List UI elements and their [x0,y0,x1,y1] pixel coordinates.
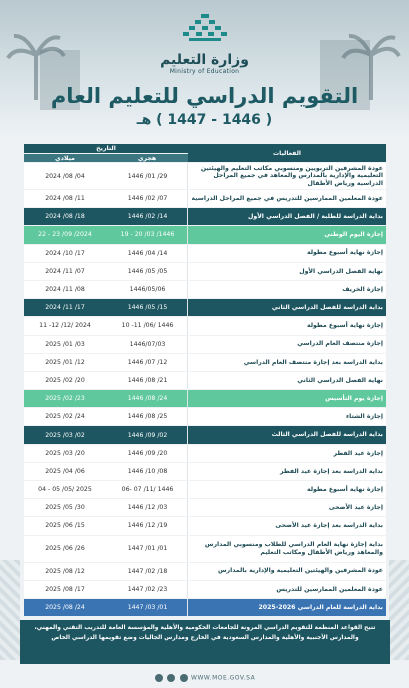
event-cell: عودة المشرفين التربويين ومنسوبي مكاتب التعليم والهيئتين التعليمية والإدارية بالمدارس والمعاهد في جميع المراحل الدراسية ورياض الأطفال [188,163,386,189]
event-cell: بداية الدراسة بعد إجازة عيد الأضحى [188,517,386,534]
calendar-table [24,143,386,617]
hijri-date-cell: 1447 /03 /01 [106,599,188,616]
table-row [24,463,386,480]
table-row [24,599,386,616]
hijri-date-cell: 1446 /09 /02 [106,426,188,443]
table-row [24,354,386,371]
hijri-date-cell: 1446 /12 /19 [106,517,188,534]
gregorian-column-header: ميلادي [24,154,106,162]
gregorian-date-cell: 04 - 05 /05/ 2025 [24,481,106,498]
event-cell: نهاية الفصل الدراسي الأول [188,263,386,280]
event-cell: إجازة اليوم الوطني [188,226,386,243]
event-cell: نهاية الفصل الدراسي الثاني [188,372,386,389]
table-row [24,281,386,298]
hijri-column-header: هجري [106,154,188,162]
logo-english-text: Ministry of Education [169,68,240,75]
event-cell: بداية الدراسة للفصل الدراسي الثاني [188,299,386,316]
ministry-logo-icon [175,12,235,46]
gregorian-date-cell: 2024 /08 /11 [24,190,106,207]
hijri-date-cell: 1446/07/03 [106,336,188,353]
hijri-date-cell: 1446 /07 /12 [106,354,188,371]
gregorian-date-cell: 2025 /05 /30 [24,499,106,516]
table-row [24,190,386,207]
table-row [24,517,386,534]
table-row [24,245,386,262]
gregorian-date-cell: 2025 /04 /06 [24,463,106,480]
hijri-date-cell: 1446 /02 /07 [106,190,188,207]
social-icon [155,674,163,682]
gregorian-date-cell: 2025 /02 /24 [24,408,106,425]
event-cell: عودة المعلمين الممارسين للتدريس [188,581,386,598]
gregorian-date-cell: 2025 /08 /12 [24,563,106,580]
page-subtitle: ( 1446 - 1447 ) هـ [136,112,273,128]
footer [0,674,409,682]
hijri-date-cell: 1446 /12 /03 [106,499,188,516]
table-row [24,445,386,462]
gregorian-date-cell: 2025 /02 /23 [24,390,106,407]
hijri-date-cell: 1446 /04 /14 [106,245,188,262]
gregorian-date-cell: 2024 /10 /17 [24,245,106,262]
table-row [24,481,386,498]
table-row [24,581,386,598]
event-cell: إجازة نهاية أسبوع مطولة [188,481,386,498]
hijri-date-cell: 10 -11 /06/ 1446 [106,317,188,334]
gregorian-date-cell: 2025 /08 /24 [24,599,106,616]
hijri-date-cell: 1446 /08 /25 [106,408,188,425]
event-cell: إجازة نهاية أسبوع مطولة [188,245,386,262]
ministry-logo [0,12,409,75]
hijri-date-cell: 1446 /01 /29 [106,163,188,189]
table-row [24,263,386,280]
gregorian-date-cell: 2024 /08 /04 [24,163,106,189]
event-cell: عودة المعلمين الممارسين للتدريس في جميع المراحل الدراسية [188,190,386,207]
table-row [24,390,386,407]
table-row [24,299,386,316]
hijri-date-cell: 1447 /02 /18 [106,563,188,580]
event-cell: عودة المشرفين والهيئتين التعليمية والإدارية بالمدارس [188,563,386,580]
gregorian-date-cell: 2025 /03 /20 [24,445,106,462]
event-cell: بداية الدراسة للعام الدراسي 2026-2025 [188,599,386,616]
event-cell: إجازة عيد الفطر [188,445,386,462]
date-column-header: التاريخ [24,144,188,153]
event-cell: بداية الدراسة للفصل الدراسي الثالث [188,426,386,443]
decorative-pattern [389,560,409,660]
event-cell: إجازة يوم التأسيس [188,390,386,407]
event-cell: إجازة نهاية أسبوع مطولة [188,317,386,334]
gregorian-date-cell: 2025 /03 /02 [24,426,106,443]
event-cell: إجازة منتصف العام الدراسي [188,336,386,353]
gregorian-date-cell: 2025 /08 /17 [24,581,106,598]
table-row [24,372,386,389]
logo-arabic-text: وزارة التعليم [160,52,249,68]
calendar-body [24,163,386,616]
hijri-date-cell: 1446 /02 /14 [106,208,188,225]
event-cell: بداية الدراسة للطلبة / الفصل الدراسي الأول [188,208,386,225]
event-cell: بداية الدراسة بعد إجازة منتصف العام الدراسي [188,354,386,371]
event-cell: إجازة الشتاء [188,408,386,425]
hijri-date-cell: 19 - 20 /03 /1446 [106,226,188,243]
hijri-date-cell: 1446 /05 /05 [106,263,188,280]
event-cell: إجازة الخريف [188,281,386,298]
hijri-date-cell: 1446 /08 /24 [106,390,188,407]
social-icon [167,674,175,682]
gregorian-date-cell: 2024 /08 /18 [24,208,106,225]
gregorian-date-cell: 11 -12 /12/ 2024 [24,317,106,334]
gregorian-date-cell: 2025 /06 /26 [24,536,106,562]
decorative-pattern [0,560,20,660]
hijri-date-cell: 06- 07 /11/ 1446 [106,481,188,498]
hijri-date-cell: 1446/05/06 [106,281,188,298]
gregorian-date-cell: 2025 /06 /15 [24,517,106,534]
event-cell: بداية الدراسة بعد إجازة عيد الفطر [188,463,386,480]
table-row [24,336,386,353]
hijri-date-cell: 1446 /09 /20 [106,445,188,462]
table-row [24,499,386,516]
hijri-date-cell: 1446 /10 /08 [106,463,188,480]
table-row [24,426,386,443]
gregorian-date-cell: 2025 /01 /12 [24,354,106,371]
footnote-banner: تتيح القواعد المنظمة للتقويم الدراسي المرونة للجامعات الحكومية والأهلية والمؤسسة العامة للتدريب التقني والمهني، والمدارس الأجنبية والأهلية والمدارس السعودية في الخارج ومدارس الجاليات وضع تقويمها الدراسي الخاص [20,620,390,664]
website-link[interactable]: WWW.MOE.GOV.SA [191,674,256,682]
table-row [24,563,386,580]
table-row [24,226,386,243]
social-icon [180,674,188,682]
hijri-date-cell: 1447 /01 /01 [106,536,188,562]
hijri-date-cell: 1446 /08 /21 [106,372,188,389]
gregorian-date-cell: 2025 /01 /03 [24,336,106,353]
table-row [24,536,386,562]
hijri-date-cell: 1447 /02 /23 [106,581,188,598]
gregorian-date-cell: 2024 /11 /17 [24,299,106,316]
events-column-header: الفعاليات [188,144,386,162]
gregorian-date-cell: 2025 /02 /20 [24,372,106,389]
table-row [24,208,386,225]
table-row [24,163,386,189]
hijri-date-cell: 1446 /05 /15 [106,299,188,316]
gregorian-date-cell: 2024 /11 /07 [24,263,106,280]
page-title: التقويم الدراسي للتعليم العام [50,84,359,108]
gregorian-date-cell: 22 - 23 /09 /2024 [24,226,106,243]
table-row [24,317,386,334]
event-cell: إجازة عيد الأضحى [188,499,386,516]
table-row [24,408,386,425]
event-cell: بداية إجازة نهاية العام الدراسي للطلاب ومنسوبي المدارس والمعاهد ورياض الأطفال ومكاتب التعليم [188,536,386,562]
gregorian-date-cell: 2024 /11 /08 [24,281,106,298]
